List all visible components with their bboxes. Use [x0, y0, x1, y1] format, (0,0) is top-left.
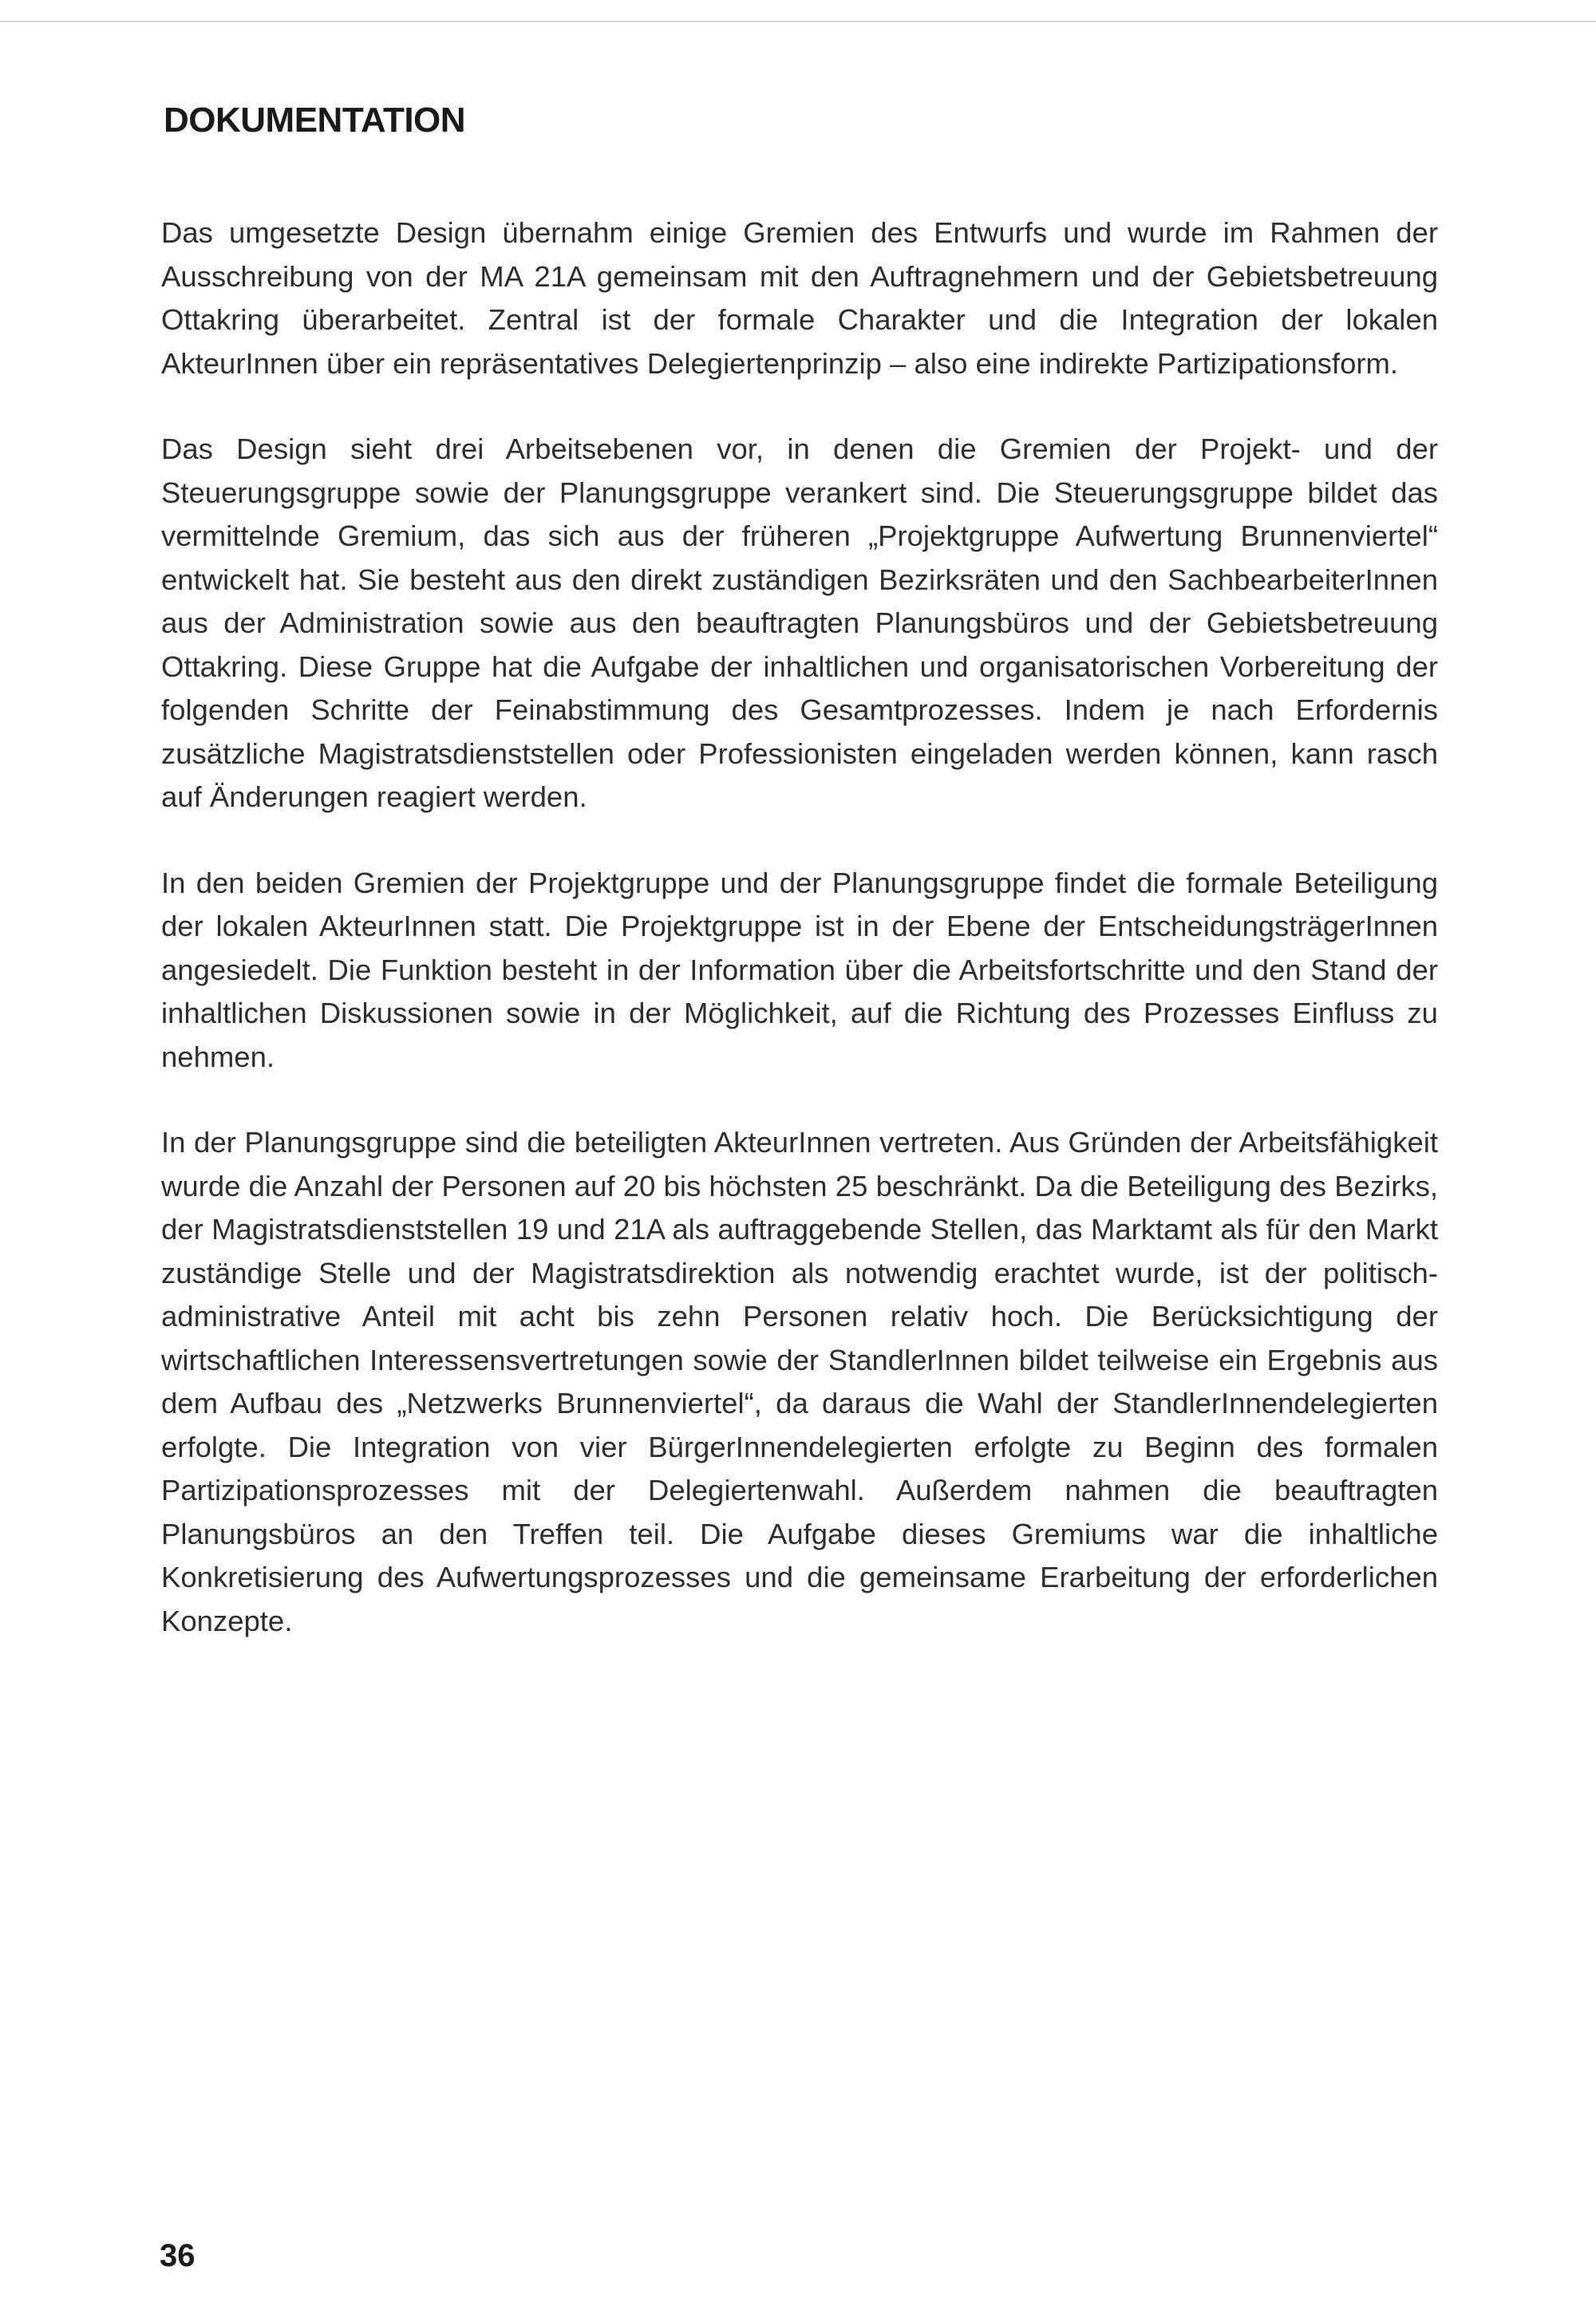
scan-edge-line: [0, 21, 1596, 22]
paragraph: In den beiden Gremien der Projektgruppe und der Planungsgruppe findet die formale Beteiligung der lokalen AkteurInnen statt. Die Projektgruppe ist in der Ebene der EntscheidungsträgerInnen angesiedelt. Die Funktion besteht in der Information über die Arbeitsfortschritte und den Stand der inhaltlichen Diskussionen sowie in der Möglichkeit, auf die Richtung des Prozesses Einfluss zu nehmen.: [161, 866, 1438, 1073]
paragraph: Das Design sieht drei Arbeitsebenen vor, in denen die Gremien der Projekt- und der Steuerungsgruppe sowie der Planungsgruppe verankert sind. Die Steuerungsgruppe bildet das vermittelnde Gremium, das sich aus der früheren „Projektgruppe Aufwertung Brunnenviertel“ entwickelt hat. Sie besteht aus den direkt zuständigen Bezirksräten und den SachbearbeiterInnen aus der Administration sowie aus den beauftragten Planungsbüros und der Gebietsbetreuung Ottakring. Diese Gruppe hat die Aufgabe der inhaltlichen und organisatorischen Vorbereitung der folgenden Schritte der Feinabstimmung des Gesamtprozesses. Indem je nach Erfordernis zusätzliche Magistratsdienststellen oder Professionisten eingeladen werden können, kann rasch auf Änderungen reagiert werden.: [161, 432, 1438, 813]
body-text: [161, 211, 1438, 1685]
page-number: 36: [160, 2238, 196, 2273]
paragraph: Das umgesetzte Design übernahm einige Gremien des Entwurfs und wurde im Rahmen der Ausschreibung von der MA 21A gemeinsam mit den Auftragnehmern und der Gebietsbetreuung Ottakring überarbeitet. Zentral ist der formale Charakter und die Integration der lokalen AkteurInnen über ein repräsentatives Delegiertenprinzip – also eine indirekte Partizipationsform.: [161, 216, 1438, 380]
paragraph: In der Planungsgruppe sind die beteiligten AkteurInnen vertreten. Aus Gründen der Arbeitsfähigkeit wurde die Anzahl der Personen auf 20 bis höchsten 25 beschränkt. Da die Beteiligung des Bezirks, der Magistratsdienststellen 19 und 21A als auftraggebende Stellen, das Marktamt als für den Markt zuständige Stelle und der Magistratsdirektion als notwendig erachtet wurde, ist der politisch-administrative Anteil mit acht bis zehn Personen relativ hoch. Die Berücksichtigung der wirtschaftlichen Interessensvertretungen sowie der StandlerInnen bildet teilweise ein Ergebnis aus dem Aufbau des „Netzwerks Brunnenviertel“, da daraus die Wahl der StandlerInnendelegierten erfolgte. Die Integration von vier BürgerInnendelegierten erfolgte zu Beginn des formalen Partizipationsprozesses mit der Delegiertenwahl. Außerdem nahmen die beauftragten Planungsbüros an den Treffen teil. Die Aufgabe dieses Gremiums war die inhaltliche Konkretisierung des Aufwertungsprozesses und die gemeinsame Erarbeitung der erforderlichen Konzepte.: [161, 1126, 1438, 1637]
page-title: DOKUMENTATION: [164, 101, 466, 140]
